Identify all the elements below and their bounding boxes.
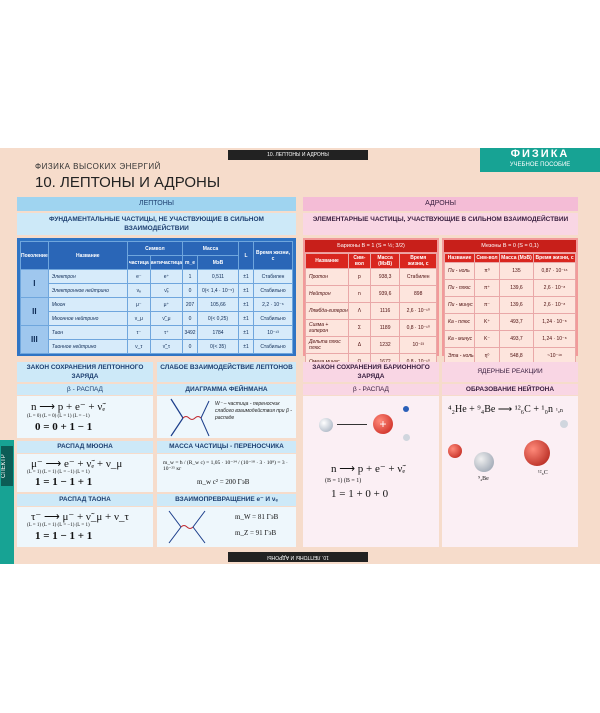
- cell: 10⁻²³: [400, 337, 437, 354]
- cell: νₑ: [127, 284, 150, 298]
- table-row: [445, 280, 576, 297]
- z-boson-mass: m_Z = 91 ГэВ: [235, 529, 277, 537]
- th-name: Название: [306, 254, 349, 269]
- th-symbol: Сим-вол: [476, 255, 498, 261]
- meson-table: [444, 253, 576, 365]
- hadrons-header: АДРОНЫ: [303, 197, 578, 211]
- cell: Мюонное нейтрино: [48, 312, 127, 326]
- cell: 898: [400, 286, 437, 303]
- brand-subtitle: УЧЕБНОЕ ПОСОБИЕ: [509, 162, 571, 168]
- beta-header: β - РАСПАД: [17, 384, 153, 395]
- tau-l-values: (L = 1) (L = 1) (L = −1) (L = 1): [27, 523, 90, 528]
- th-life: Время жизни, с: [400, 254, 437, 269]
- cell: e⁻: [127, 270, 150, 284]
- table-row: [445, 263, 576, 280]
- electron-ball: [403, 406, 409, 412]
- brand-title: ФИЗИКА: [510, 148, 570, 160]
- side-strip: [0, 440, 14, 564]
- cell: 139,6: [499, 280, 533, 297]
- baryon-b-values: (B = 1) (B = 1): [325, 478, 362, 484]
- cell: ±1: [239, 270, 254, 284]
- table-row: [21, 312, 293, 326]
- table-row: [306, 269, 437, 286]
- baryon-law-header: ЗАКОН СОХРАНЕНИЯ БАРИОННОГО ЗАРЯДА: [303, 362, 439, 382]
- th-name: Название: [48, 242, 127, 270]
- baryon-equation: n ⟶ p + e⁻ + ν̃ₑ: [331, 463, 406, 475]
- cell: 939,6: [370, 286, 400, 303]
- muon-l-values: (L = 1) (L = 1) (L = −1) (L = 1): [27, 470, 90, 475]
- cell: π⁻: [475, 297, 500, 314]
- table-row: [306, 303, 437, 320]
- poster-title: 10. ЛЕПТОНЫ И АДРОНЫ: [35, 174, 221, 191]
- cell: Сигма + гиперон: [306, 320, 349, 337]
- side-logo: СПЕКТР: [1, 446, 13, 486]
- carbon-label: ¹²₆C: [538, 470, 548, 476]
- cell: Ка - минус: [445, 331, 475, 348]
- tau-equation: τ⁻ ⟶ μ⁻ + ν̃_μ + ν_τ: [31, 511, 129, 523]
- cell: Пи - ноль: [445, 263, 475, 280]
- cell: 2,6 · 10⁻¹⁰: [400, 303, 437, 320]
- cell: Стабилен: [254, 270, 293, 284]
- th-generation: Поколение: [21, 242, 49, 270]
- table-row: [445, 297, 576, 314]
- cell: 0: [183, 284, 198, 298]
- cell: 0: [183, 340, 198, 354]
- baryon-table: [305, 253, 437, 371]
- cell: Стабильно: [254, 312, 293, 326]
- feynman-diagram: [161, 396, 211, 438]
- cell: 105,66: [198, 298, 239, 312]
- cell: τ⁻: [127, 326, 150, 340]
- cell: π⁰: [475, 263, 500, 280]
- cell: Λ: [349, 303, 371, 320]
- gen-iii: III: [21, 326, 49, 354]
- cell: ν̃ₑ: [150, 284, 182, 298]
- conversion-panel: [157, 507, 296, 547]
- cell: ±1: [239, 298, 254, 312]
- table-row: [445, 331, 576, 348]
- th-symbol: Сим-вол: [349, 254, 371, 269]
- cell: 493,7: [499, 331, 533, 348]
- cell: 135: [499, 263, 533, 280]
- table-row: [306, 337, 437, 354]
- cell: 493,7: [499, 314, 533, 331]
- top-title-bar: 10. ЛЕПТОНЫ И АДРОНЫ: [228, 150, 368, 160]
- mass-equation: m_w = ħ / (R_w c) = 1,05 · 10⁻³⁴ / (10⁻¹⁸ · 3 · 10⁸) = 3 · 10⁻²⁵ кг: [163, 460, 288, 472]
- cell: μ⁻: [127, 298, 150, 312]
- beryllium-label: ⁹₄Be: [478, 476, 489, 482]
- th-mass: Масса (МэВ): [370, 254, 400, 269]
- th-symbol: Символ: [127, 242, 182, 256]
- nuclear-subheader: ОБРАЗОВАНИЕ НЕЙТРОНА: [442, 384, 578, 395]
- w-boson-mass: m_W = 81 ГэВ: [235, 513, 279, 521]
- cell: Мюон: [48, 298, 127, 312]
- cell: Таон: [48, 326, 127, 340]
- cell: ±1: [239, 312, 254, 326]
- gen-ii: II: [21, 298, 49, 326]
- cell: 0(< 1,4 · 10⁻⁵): [198, 284, 239, 298]
- th-anti: античастица: [150, 256, 182, 270]
- cell: ±1: [239, 326, 254, 340]
- tau-header: РАСПАД ТАОНА: [17, 494, 153, 506]
- cell: Пи - минус: [445, 297, 475, 314]
- baryon-law-panel: [303, 396, 439, 547]
- cell: 0(< 35): [198, 340, 239, 354]
- cell: 1784: [198, 326, 239, 340]
- cell: Ка - плюс: [445, 314, 475, 331]
- muon-sum: 1 = 1 − 1 + 1: [35, 476, 93, 488]
- bottom-title-bar: 10. ЛЕПТОНЫ И АДРОНЫ: [228, 552, 368, 562]
- th-l: L: [239, 242, 254, 270]
- mass-result: m_w c² = 200 ГэВ: [197, 478, 250, 486]
- nuclear-panel: [442, 396, 578, 547]
- cell: Σ: [349, 320, 371, 337]
- cell: 10⁻¹³: [254, 326, 293, 340]
- brand-label: [480, 148, 600, 172]
- cell: Стабильно: [254, 340, 293, 354]
- baryon-sum: 1 = 1 + 0 + 0: [331, 488, 389, 500]
- carbon-nucleus: [524, 440, 550, 466]
- cell: 0(< 0,25): [198, 312, 239, 326]
- beta-equation: n ⟶ p + e⁻ + ν̃ₑ: [31, 401, 106, 413]
- table-row: [21, 284, 293, 298]
- cell: n: [349, 286, 371, 303]
- th-name: Название: [445, 254, 475, 263]
- cell: K⁺: [475, 314, 500, 331]
- table-row: [445, 314, 576, 331]
- meson-panel: [442, 238, 578, 359]
- tau-panel: [17, 507, 153, 547]
- cell: Δ: [349, 337, 371, 354]
- neutron-ball: [319, 418, 333, 432]
- cell: Стабильно: [254, 284, 293, 298]
- cell: Лямбда-гиперон: [306, 303, 349, 320]
- baryon-panel: [303, 238, 439, 356]
- cell: 139,6: [499, 297, 533, 314]
- conversion-diagram: [163, 507, 211, 547]
- nuclear-header: ЯДЕРНЫЕ РЕАКЦИИ: [442, 362, 578, 382]
- cell: 548,8: [499, 348, 533, 365]
- hadrons-subheader: ЭЛЕМЕНТАРНЫЕ ЧАСТИЦЫ, УЧАСТВУЮЩИЕ В СИЛЬНОМ ВЗАИМОДЕЙСТВИИ: [303, 213, 578, 235]
- cell: ν̃_τ: [150, 340, 182, 354]
- lepton-table-panel: [17, 238, 296, 356]
- cell: Нейтрон: [306, 286, 349, 303]
- poster-subtitle: ФИЗИКА ВЫСОКИХ ЭНЕРГИЙ: [35, 162, 161, 171]
- cell: 1189: [370, 320, 400, 337]
- conversion-header: ВЗАИМОПРЕВРАЩЕНИЕ e⁻ И νₑ: [157, 494, 296, 506]
- cell: 938,3: [370, 269, 400, 286]
- cell: Электронное нейтрино: [48, 284, 127, 298]
- cell: 2,6 · 10⁻⁸: [534, 297, 576, 314]
- gen-i: I: [21, 270, 49, 298]
- cell: π⁺: [475, 280, 500, 297]
- baryon-beta-header: β - РАСПАД: [303, 384, 439, 395]
- beta-l-values: (L = 0) (L = 0) (L = 1) (L = −1): [27, 414, 90, 419]
- mass-panel: [157, 454, 296, 492]
- cell: 1,24 · 10⁻⁸: [534, 331, 576, 348]
- cell: 0,8 · 10⁻¹⁰: [400, 320, 437, 337]
- neutron-particle: [560, 420, 568, 428]
- cell: 1116: [370, 303, 400, 320]
- cell: ~10⁻¹⁸: [534, 348, 576, 365]
- feynman-header: ДИАГРАММА ФЕЙНМАНА: [157, 384, 296, 395]
- beta-sum: 0 = 0 + 1 − 1: [35, 421, 93, 433]
- cell: 3492: [183, 326, 198, 340]
- th-me: m_e: [183, 256, 198, 270]
- feynman-note: W⁻ – частица - переносчик слабого взаимодействия при β - распаде: [215, 401, 292, 421]
- table-row: [21, 298, 293, 312]
- th-life: Время жизни, с: [535, 255, 574, 261]
- mass-header: МАССА ЧАСТИЦЫ - ПЕРЕНОСЧИКА: [157, 441, 296, 453]
- neutron-label: ¹₀n: [556, 408, 563, 414]
- cell: 0: [183, 312, 198, 326]
- cell: Дельта плюс плюс: [306, 337, 349, 354]
- cell: K⁻: [475, 331, 500, 348]
- arrow: [337, 424, 367, 425]
- cell: τ⁺: [150, 326, 182, 340]
- nuclear-equation: ⁴₂He + ⁹₄Be ⟶ ¹²₆C + ¹₀n: [448, 404, 553, 415]
- antineutrino-ball: [403, 434, 410, 441]
- proton-ball: +: [373, 414, 393, 434]
- th-life: Время жизни, с: [254, 242, 293, 270]
- cell: 1232: [370, 337, 400, 354]
- beta-panel: [17, 396, 153, 438]
- th-particle: частица: [127, 256, 150, 270]
- lepton-table: [20, 241, 293, 354]
- cell: Электрон: [48, 270, 127, 284]
- weak-header: СЛАБОЕ ВЗАИМОДЕЙСТВИЕ ЛЕПТОНОВ: [157, 362, 296, 382]
- cell: 2,2 · 10⁻⁶: [254, 298, 293, 312]
- beryllium-nucleus: [474, 452, 494, 472]
- cell: Протон: [306, 269, 349, 286]
- cell: Таонное нейтрино: [48, 340, 127, 354]
- table-row: [306, 286, 437, 303]
- cell: ±1: [239, 284, 254, 298]
- muon-header: РАСПАД МЮОНА: [17, 441, 153, 453]
- leptons-header: ЛЕПТОНЫ: [17, 197, 296, 211]
- cell: ν_τ: [127, 340, 150, 354]
- cell: 2,6 · 10⁻⁸: [534, 280, 576, 297]
- lepton-law-header: ЗАКОН СОХРАНЕНИЯ ЛЕПТОННОГО ЗАРЯДА: [17, 362, 153, 382]
- helium-nucleus: [448, 444, 462, 458]
- th-mev: МэВ: [198, 256, 239, 270]
- table-row: [21, 340, 293, 354]
- cell: ν_μ: [127, 312, 150, 326]
- cell: p: [349, 269, 371, 286]
- feynman-panel: [157, 396, 296, 438]
- muon-equation: μ⁻ ⟶ e⁻ + ν̃ₑ + ν_μ: [31, 458, 123, 470]
- cell: Стабилен: [400, 269, 437, 286]
- cell: 0,511: [198, 270, 239, 284]
- cell: 1,24 · 10⁻⁸: [534, 314, 576, 331]
- table-row: [21, 326, 293, 340]
- th-mass: Масса: [183, 242, 239, 256]
- th-mass: Масса (МэВ): [501, 255, 532, 261]
- cell: 1: [183, 270, 198, 284]
- cell: ±1: [239, 340, 254, 354]
- cell: Эта - ноль: [445, 348, 475, 365]
- cell: μ⁺: [150, 298, 182, 312]
- cell: η⁰: [475, 348, 500, 365]
- baryon-title: Барионы B = 1 (S = ½; 3/2): [305, 240, 437, 252]
- cell: e⁺: [150, 270, 182, 284]
- meson-title: Мезоны B = 0 (S = 0,1): [444, 240, 576, 252]
- tau-sum: 1 = 1 − 1 + 1: [35, 530, 93, 542]
- cell: Пи - плюс: [445, 280, 475, 297]
- table-row: [306, 320, 437, 337]
- table-row: [21, 270, 293, 284]
- cell: ν̃_μ: [150, 312, 182, 326]
- leptons-subheader: ФУНДАМЕНТАЛЬНЫЕ ЧАСТИЦЫ, НЕ УЧАСТВУЮЩИЕ В СИЛЬНОМ ВЗАИМОДЕЙСТВИИ: [17, 213, 296, 235]
- cell: 0,87 · 10⁻¹⁶: [534, 263, 576, 280]
- muon-panel: [17, 454, 153, 492]
- cell: 207: [183, 298, 198, 312]
